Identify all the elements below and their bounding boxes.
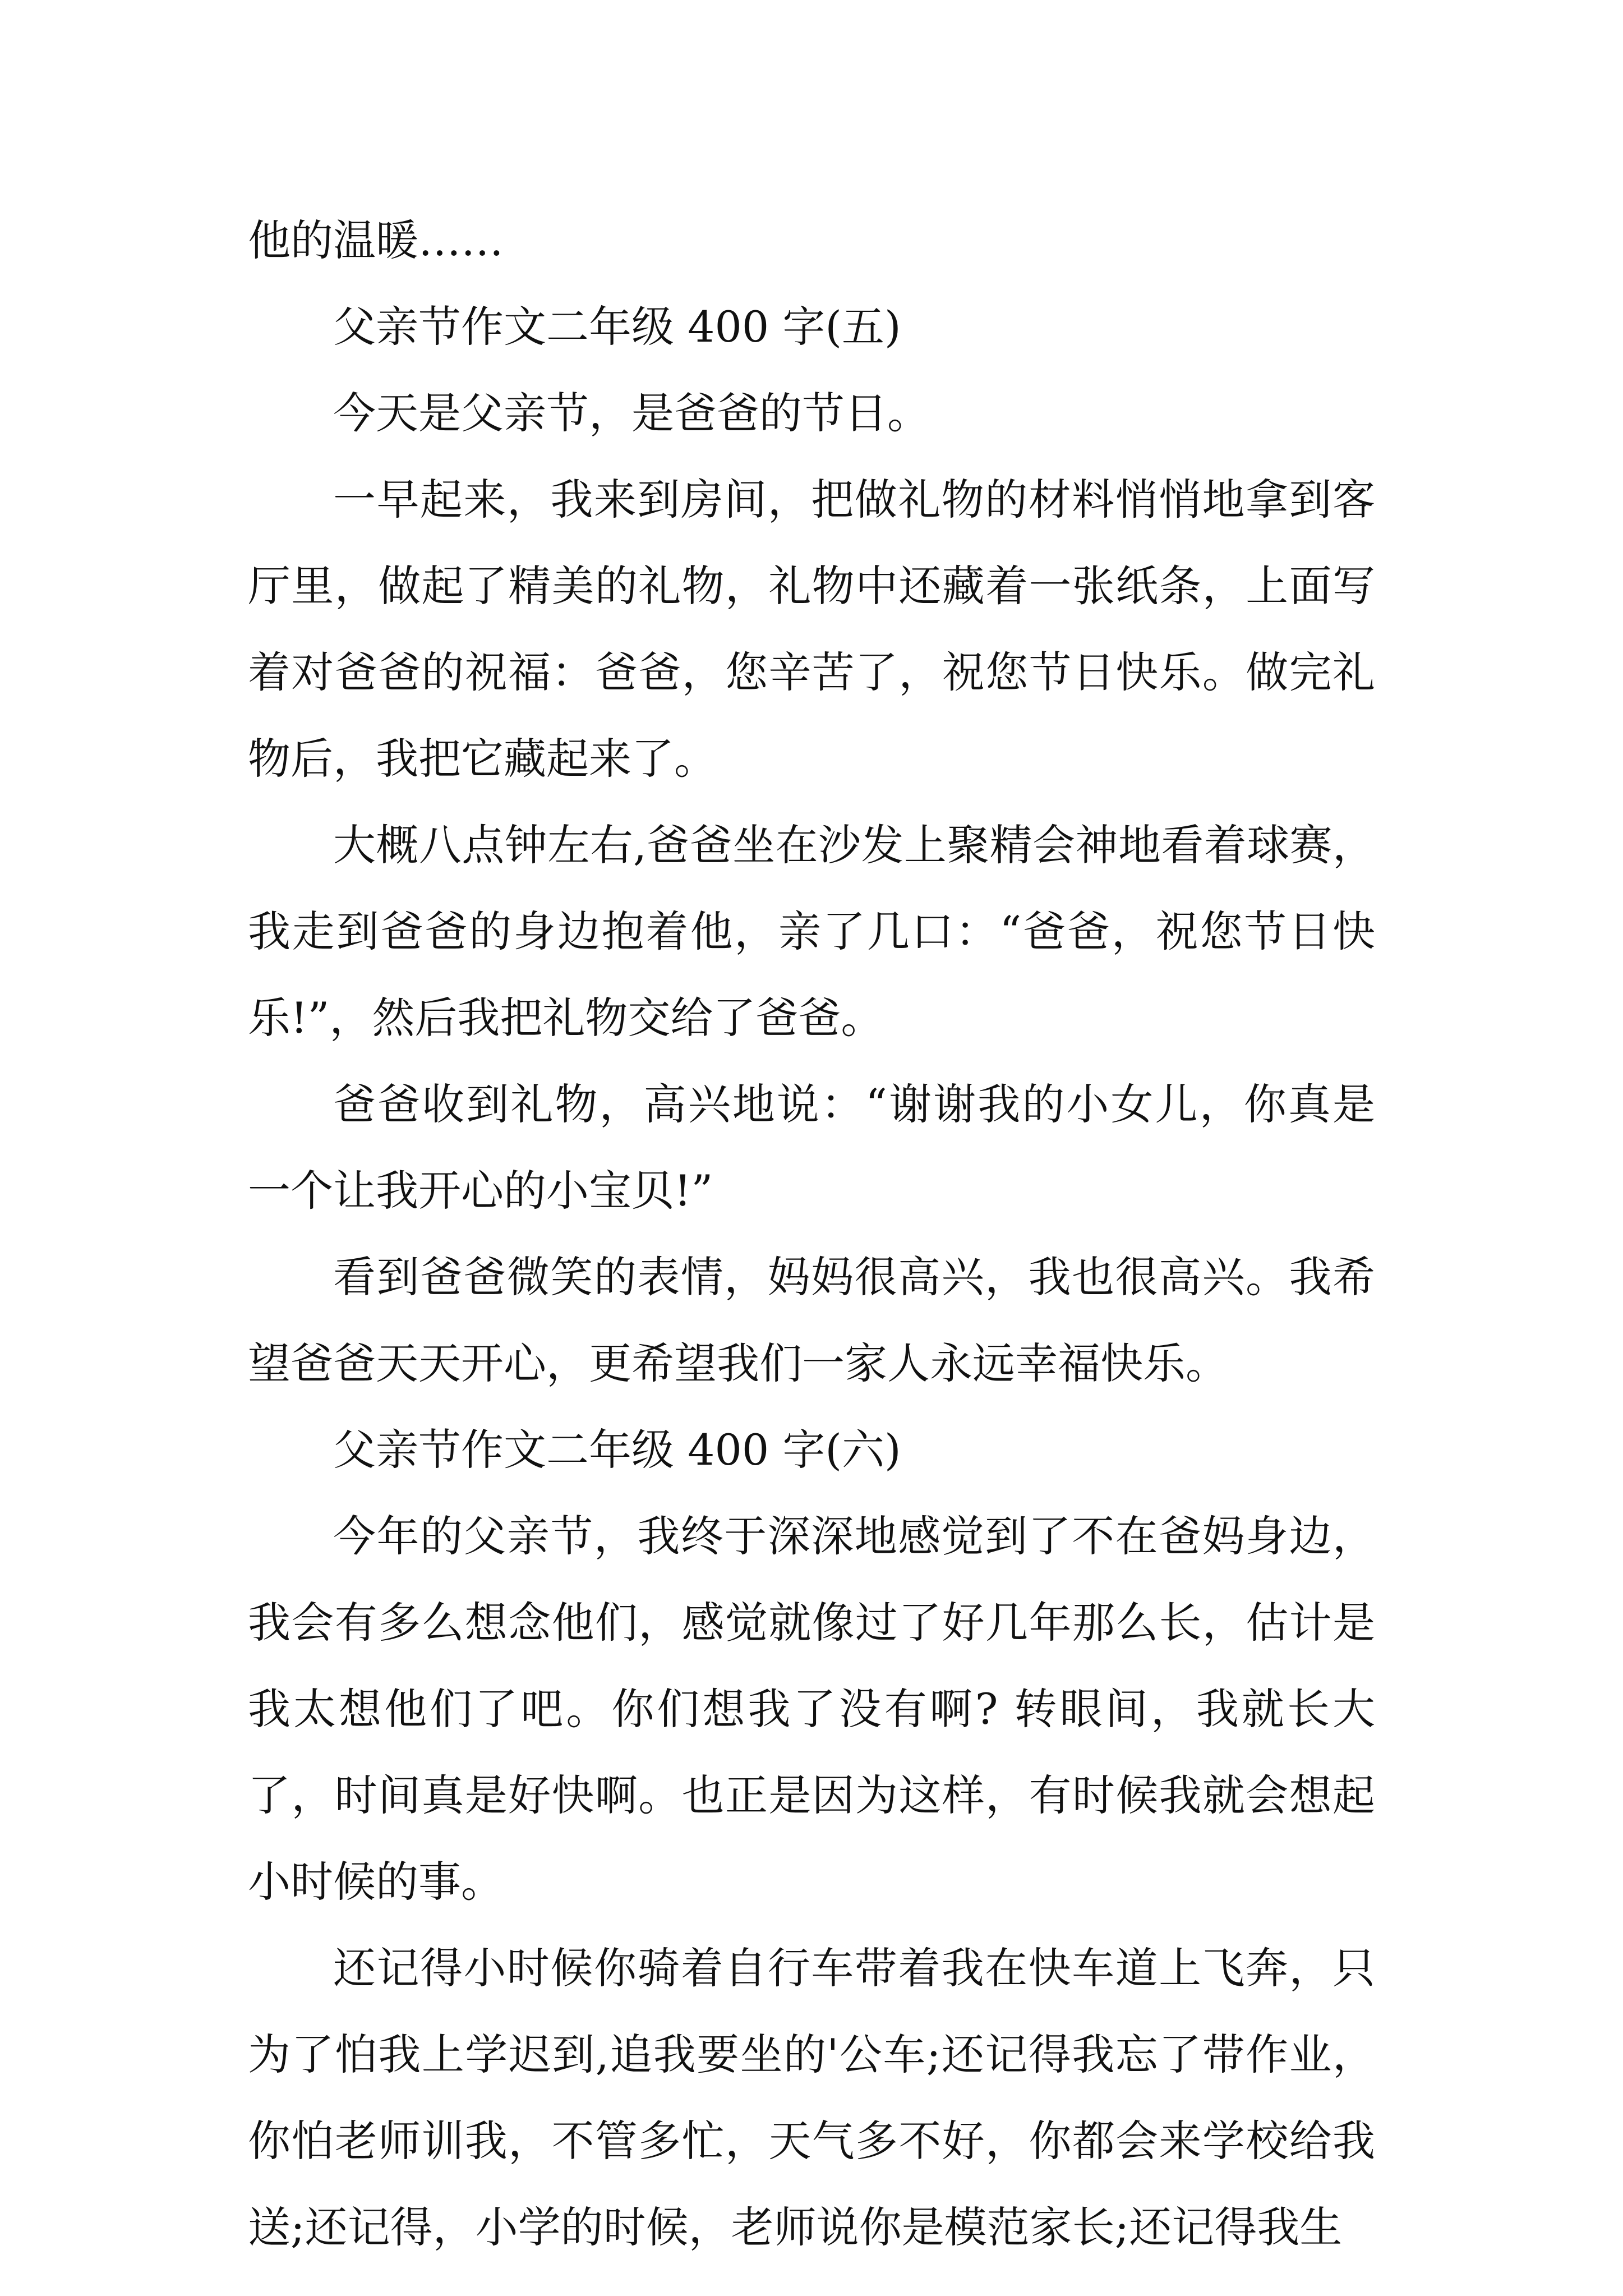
- paragraph: 一早起来，我来到房间，把做礼物的材料悄悄地拿到客厅里，做起了精美的礼物，礼物中还藏着一张纸条，上面写着对爸爸的祝福：爸爸，您辛苦了，祝您节日快乐。做完礼物后，我把它藏起来了。: [248, 475, 1375, 784]
- paragraph: 他的温暖……: [248, 215, 504, 265]
- essay-heading: 父亲节作文二年级 400 字(六): [333, 1425, 901, 1475]
- paragraph: 大概八点钟左右,爸爸坐在沙发上聚精会神地看着球赛，我走到爸爸的身边抱着他，亲了几口：“爸爸，祝您节日快乐!”，然后我把礼物交给了爸爸。: [248, 820, 1375, 1043]
- paragraph: 还记得小时候你骑着自行车带着我在快车道上飞奔，只为了怕我上学迟到,追我要坐的'公车;还记得我忘了带作业，你怕老师训我，不管多忙，天气多不好，你都会来学校给我送;还记得，小学的时候，老师说你是模范家长;还记得我生: [248, 1943, 1375, 2252]
- paragraph: 爸爸收到礼物，高兴地说：“谢谢我的小女儿，你真是一个让我开心的小宝贝!”: [248, 1079, 1375, 1216]
- document-body: [248, 197, 1375, 2271]
- paragraph: 今年的父亲节，我终于深深地感觉到了不在爸妈身边，我会有多么想念他们，感觉就像过了好几年那么长，估计是我太想他们了吧。你们想我了没有啊? 转眼间，我就长大了，时间真是好快啊。也正是因为这样，有时候我就会想起小时候的事。: [248, 1511, 1375, 1907]
- paragraph: 看到爸爸微笑的表情，妈妈很高兴，我也很高兴。我希望爸爸天天开心，更希望我们一家人永远幸福快乐。: [248, 1252, 1375, 1388]
- paragraph: 今天是父亲节，是爸爸的节日。: [333, 388, 930, 438]
- essay-heading: 父亲节作文二年级 400 字(五): [333, 302, 901, 352]
